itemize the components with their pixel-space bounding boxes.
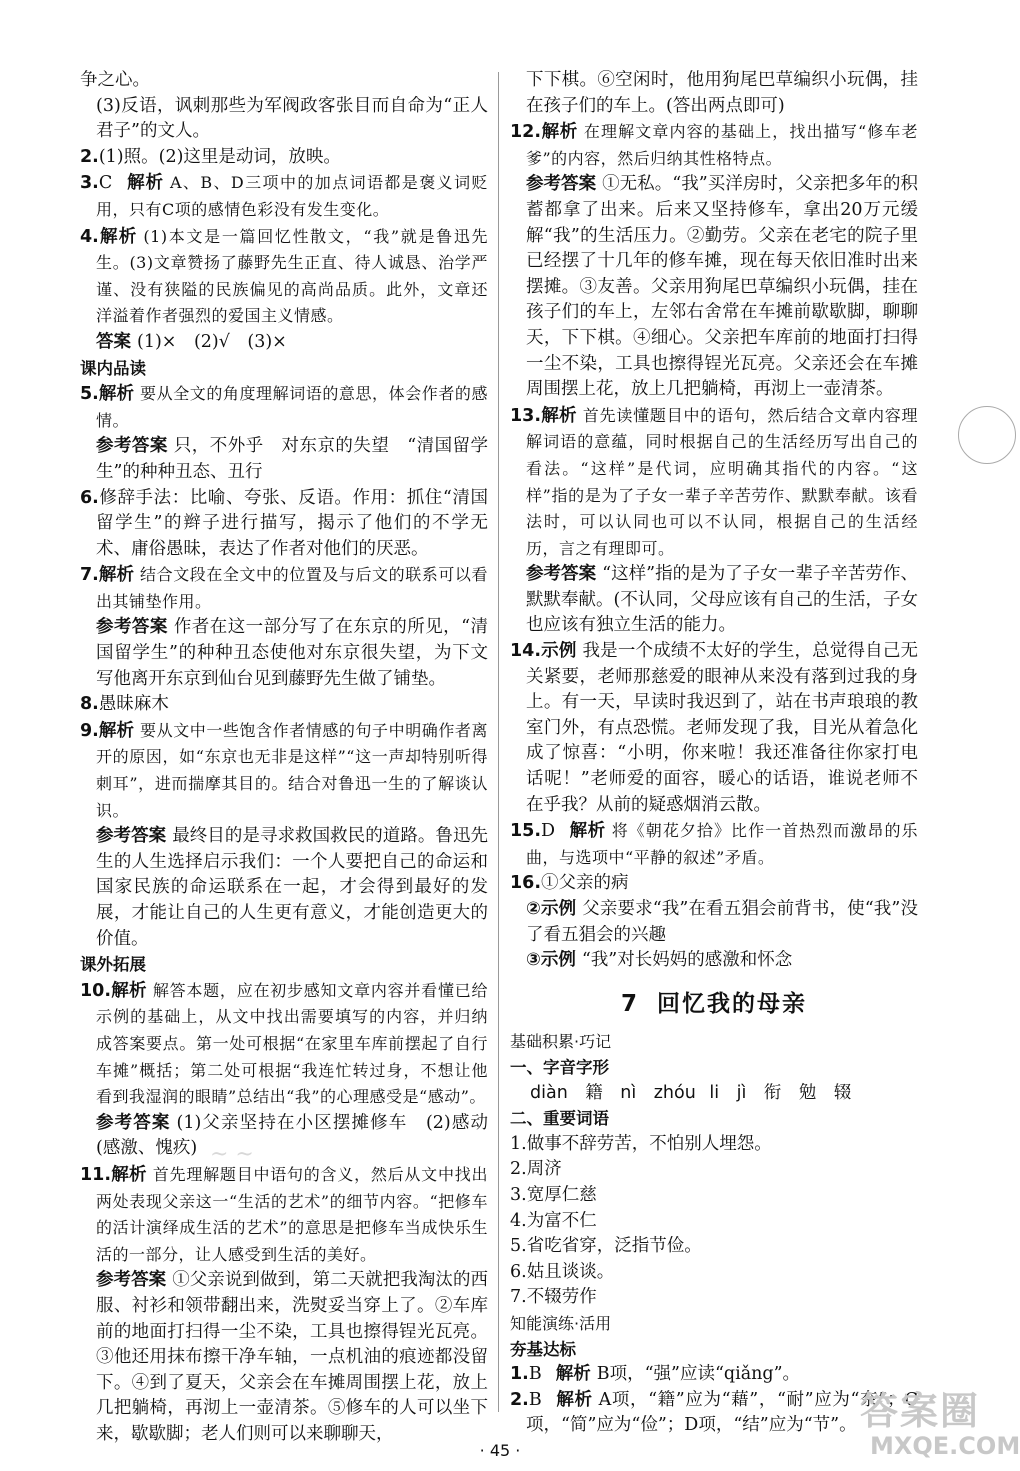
answer-16-2: ②示例 父亲要求“我”在看五猖会前背书，使“我”没了看五猖会的兴趣 bbox=[526, 899, 918, 945]
lesson-title: 7 回忆我的母亲 bbox=[620, 990, 807, 1017]
word-item: 7.不辍劳作 bbox=[510, 1287, 597, 1308]
section-title: 课内品读 bbox=[80, 358, 146, 378]
answer-4: 答案 (1)× (2)√ (3)× bbox=[96, 331, 287, 352]
word-item: 5.省吃省穿，泛指节俭。 bbox=[510, 1236, 702, 1257]
question-7: 7.解析 结合文段在全文中的位置及与后文的联系可以看出其铺垫作用。 bbox=[80, 565, 488, 611]
section-title: 课外拓展 bbox=[80, 955, 146, 975]
question-13: 13.解析 首先读懂题目中的语句，然后结合文章内容理解词语的意蕴，同时根据自己的生活经历写出自己的看法。“这样”是代词，应明确其指代的内容。“这样”指的是为了子女一辈子辛苦劳作、默默奉献。该看法时，可以认同也可以不认同，根据自己的生活经历，言之有理即可。 bbox=[510, 405, 918, 558]
question-11: 11.解析 首先理解题目中语句的含义，然后从文中找出两处表现父亲这一“生活的艺术”的细节内容。“把修车的活计演绎成生活的艺术”的意思是把修车当成快乐生活的一部分，让人感受到生活的美好。 bbox=[80, 1164, 488, 1264]
question-6: 6.修辞手法：比喻、夸张、反语。作用：抓住“清国留学生”的辫子进行描写，揭示了他们的不学无术、庸俗愚昧，表达了作者对他们的厌恶。 bbox=[80, 487, 488, 559]
watermark-faint-icon: ~ ~ bbox=[210, 1142, 254, 1167]
question-15: 15.D 解析 将《朝花夕拾》比作一首热烈而激昂的乐曲，与选项中“平静的叙述”矛盾。 bbox=[510, 821, 918, 867]
question-4: 4.解析 (1)本文是一篇回忆性散文，“我”就是鲁迅先生。(3)文章赞扬了藤野先生正直、待人诚恳、治学严谨、没有狭隘的民族偏见的高尚品质。此外，文章还洋溢着作者强烈的爱国主义情感。 bbox=[80, 226, 489, 326]
question-2: 2.(1)照。(2)这里是动词，放映。 bbox=[80, 146, 341, 167]
question-10: 10.解析 解答本题，应在初步感知文章内容并看懂已给示例的基础上，从文中找出需要填写的内容，并归纳成答案要点。第一处可根据“在家里车库前摆起了自行车摊”概括；第二处可根据“我连忙转过身，不想让他看到我湿润的眼睛”总结出“我”的心理感受是“感动”。 bbox=[80, 980, 488, 1107]
left-column bbox=[80, 68, 488, 1447]
pinyin-line: diàn 籍 nì zhóu li jì 衔 勉 辍 bbox=[530, 1082, 852, 1103]
answer-5: 参考答案 只，不外乎 对东京的失望 “清国留学生”的种种丑态、丑行 bbox=[96, 436, 489, 482]
section-title: 基础积累·巧记 bbox=[510, 1032, 612, 1052]
answer-12: 参考答案 ①无私。“我”买洋房时，父亲把多年的积蓄都拿了出来。后来又坚持修车，拿出20万元缓解“我”的生活压力。②勤劳。父亲在老宅的院子里已经摆了十几年的修车摊，现在每天依旧准时出来摆摊。③友善。父亲用狗尾巴草编织小玩偶，挂在孩子们的车上，左邻右舍常在车摊前歇歇脚，聊聊天，下下棋。④细心。父亲把车库前的地面打扫得一尘不染，工具也擦得锃光瓦亮。父亲还会在车摊周围摆上花，放上几把躺椅，再沏上一壶清茶。 bbox=[526, 174, 918, 400]
question-14: 14.示例 我是一个成绩不太好的学生，总觉得自己无关紧要，老师那慈爱的眼神从来没有落到过我的身上。有一天，早读时我迟到了，站在书声琅琅的教室门外，有点恐慌。老师发现了我，目光从着急化成了惊喜：“小明，你来啦！我还准备往你家打电话呢！”老师爱的面容，暖心的话语，谁说老师不在乎我？从前的疑惑烟消云散。 bbox=[510, 641, 919, 815]
answer-11-continued: 下下棋。⑥空闲时，他用狗尾巴草编织小玩偶，挂在孩子们的车上。(答出两点即可) bbox=[526, 70, 918, 116]
question-16: 16.①父亲的病 bbox=[510, 873, 629, 894]
question-3: 3.C 解析 A、B、D三项中的加点词语都是褒义词贬用，只有C项的感情色彩没有发生变化。 bbox=[80, 173, 488, 219]
word-item: 4.为富不仁 bbox=[510, 1210, 597, 1231]
answer-11: 参考答案 ①父亲说到做到，第二天就把我淘汰的西服、衬衫和领带翻出来，洗熨妥当穿上了。②车库前的地面打扫得一尘不染，工具也擦得锃光瓦亮。③他还用抹布擦干净车轴，一点机油的痕迹都没留下。④到了夏天，父亲会在车摊周围摆上花，放上几把躺椅，再沏上一壶清茶。⑤修车的人可以坐下来，歇歇脚；老人们则可以来聊聊天， bbox=[96, 1270, 489, 1444]
section-title: 知能演练·活用 bbox=[510, 1313, 612, 1333]
right-column bbox=[510, 68, 918, 1439]
question-9: 9.解析 要从文中一些饱含作者情感的句子中明确作者离开的原因，如“东京也无非是这样”“这一声却特别听得刺耳”，进而揣摩其目的。结合对鲁迅一生的了解谈认识。 bbox=[80, 720, 488, 820]
subsection-title: 夯基达标 bbox=[510, 1339, 576, 1359]
answer-10: 参考答案 (1)父亲坚持在小区摆摊修车 (2)感动(感激、愧疚) bbox=[96, 1112, 489, 1159]
text-line: 争之心。 bbox=[80, 70, 150, 90]
word-item: 2.周济 bbox=[510, 1159, 562, 1180]
word-item: 3.宽厚仁慈 bbox=[510, 1184, 597, 1205]
word-item: 6.姑且谈谈。 bbox=[510, 1261, 615, 1282]
watermark-url: MXQE.COM bbox=[870, 1432, 1020, 1460]
answer-7: 参考答案 作者在这一部分写了在东京的所见，“清国留学生”的种种丑态使他对东京很失望，为下文写他离开东京到仙台见到藤野先生做了铺垫。 bbox=[96, 617, 489, 689]
question-12: 12.解析 在理解文章内容的基础上，找出描写“修车老爹”的内容，然后归纳其性格特点。 bbox=[510, 122, 919, 168]
answer-9: 参考答案 最终目的是寻求救国救民的道路。鲁迅先生的人生选择启示我们：一个人要把自己的命运和国家民族的命运联系在一起，才会得到最好的发展，才能让自己的人生更有意义，才能创造更大的价值。 bbox=[96, 826, 489, 949]
subsection-title: 二、重要词语 bbox=[510, 1109, 609, 1129]
exercise-1: 1.B 解析 B项，“强”应读“qiǎng”。 bbox=[510, 1364, 801, 1385]
question-8: 8.愚昧麻木 bbox=[80, 694, 169, 715]
watermark-logo-text: 答案圈 bbox=[860, 1389, 981, 1433]
question-5: 5.解析 要从全文的角度理解词语的意思，体会作者的感情。 bbox=[80, 384, 488, 430]
exercise-2: 2.B 解析 A项，“籍”应为“藉”，“耐”应为“奈”；C项，“简”应为“俭”；D项，“结”应为“节”。 bbox=[510, 1389, 918, 1436]
column-divider bbox=[498, 72, 499, 1412]
text-line: (3)反语，讽刺那些为军阀政客张目而自命为“正人君子”的文人。 bbox=[96, 95, 488, 142]
seal-stamp-icon bbox=[958, 406, 1016, 464]
answer-13: 参考答案 “这样”指的是为了子女一辈子辛苦劳作、默默奉献。(不认同，父母应该有自己的生活，子女也应该有独立生活的能力。 bbox=[526, 564, 918, 636]
subsection-title: 一、字音字形 bbox=[510, 1057, 609, 1077]
word-item: 1.做事不辞劳苦，不怕别人埋怨。 bbox=[510, 1133, 772, 1154]
answer-16-3: ③示例 “我”对长妈妈的感激和怀念 bbox=[526, 950, 793, 971]
page-number: · 45 · bbox=[479, 1441, 521, 1460]
